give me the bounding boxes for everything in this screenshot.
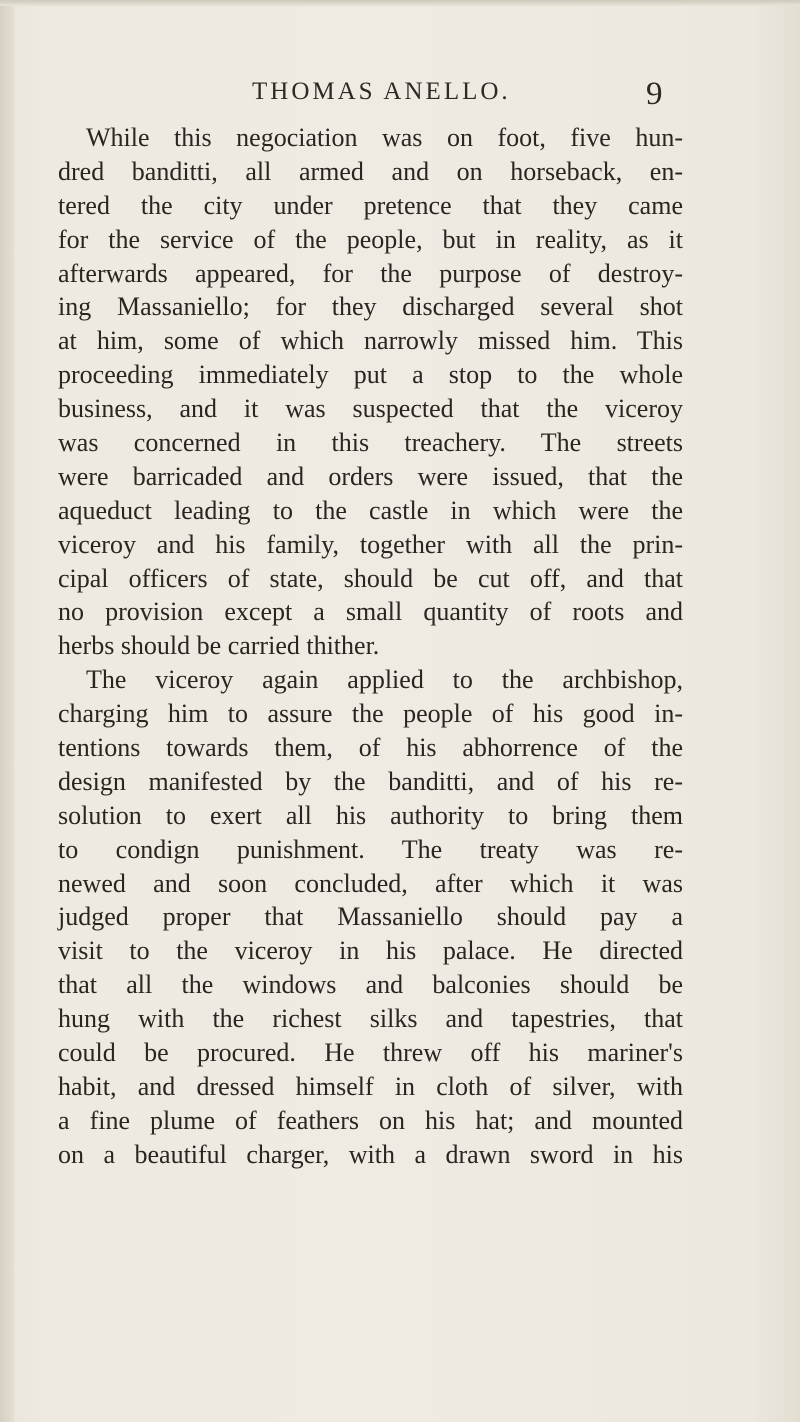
text-line: visit to the viceroy in his palace. He directed bbox=[58, 936, 683, 966]
text-line: cipal officers of state, should be cut off, and that bbox=[58, 563, 683, 593]
text-line: tered the city under pretence that they came bbox=[58, 190, 683, 220]
text-line: a fine plume of feathers on his hat; and mounted bbox=[58, 1105, 683, 1135]
text-line: newed and soon concluded, after which it was bbox=[58, 868, 683, 898]
page-number: 9 bbox=[646, 76, 663, 112]
text-line: proceeding immediately put a stop to the whole bbox=[58, 360, 683, 390]
text-line: afterwards appeared, for the purpose of destroy- bbox=[58, 258, 683, 288]
text-line: to condign punishment. The treaty was re- bbox=[58, 834, 683, 864]
text-line: design manifested by the banditti, and of his re- bbox=[58, 766, 683, 796]
page-top-edge bbox=[0, 0, 800, 6]
text-line: tentions towards them, of his abhorrence of the bbox=[58, 733, 683, 763]
text-line: hung with the richest silks and tapestries, that bbox=[58, 1004, 683, 1034]
body-text bbox=[58, 121, 683, 1172]
text-line: While this negociation was on foot, five hun- bbox=[86, 123, 683, 152]
text-line: aqueduct leading to the castle in which were the bbox=[58, 495, 683, 525]
text-line: The viceroy again applied to the archbishop, bbox=[86, 665, 683, 695]
text-line: no provision except a small quantity of roots and bbox=[58, 597, 683, 627]
text-line: charging him to assure the people of his good in- bbox=[58, 699, 683, 729]
text-line: dred banditti, all armed and on horseback, en- bbox=[58, 156, 683, 186]
running-head: THOMAS ANELLO. bbox=[252, 78, 511, 105]
text-line: was concerned in this treachery. The streets bbox=[58, 428, 683, 458]
text-line: viceroy and his family, together with all the prin- bbox=[58, 529, 683, 559]
text-line: for the service of the people, but in reality, as it bbox=[58, 224, 683, 254]
text-line: were barricaded and orders were issued, that the bbox=[58, 461, 683, 491]
text-line: that all the windows and balconies should be bbox=[58, 970, 683, 1000]
text-line: herbs should be carried thither. bbox=[58, 631, 380, 661]
text-line: habit, and dressed himself in cloth of silver, with bbox=[58, 1071, 683, 1101]
text-line: judged proper that Massaniello should pay a bbox=[58, 902, 683, 932]
text-line: solution to exert all his authority to bring them bbox=[58, 800, 683, 830]
text-line: at him, some of which narrowly missed him. This bbox=[58, 326, 683, 356]
text-line: could be procured. He threw off his mariner's bbox=[58, 1038, 683, 1068]
text-line: on a beautiful charger, with a drawn sword in his bbox=[58, 1139, 683, 1169]
text-line: ing Massaniello; for they discharged several shot bbox=[58, 292, 683, 322]
text-line: business, and it was suspected that the viceroy bbox=[58, 394, 683, 424]
page-gutter-shadow bbox=[0, 0, 14, 1422]
